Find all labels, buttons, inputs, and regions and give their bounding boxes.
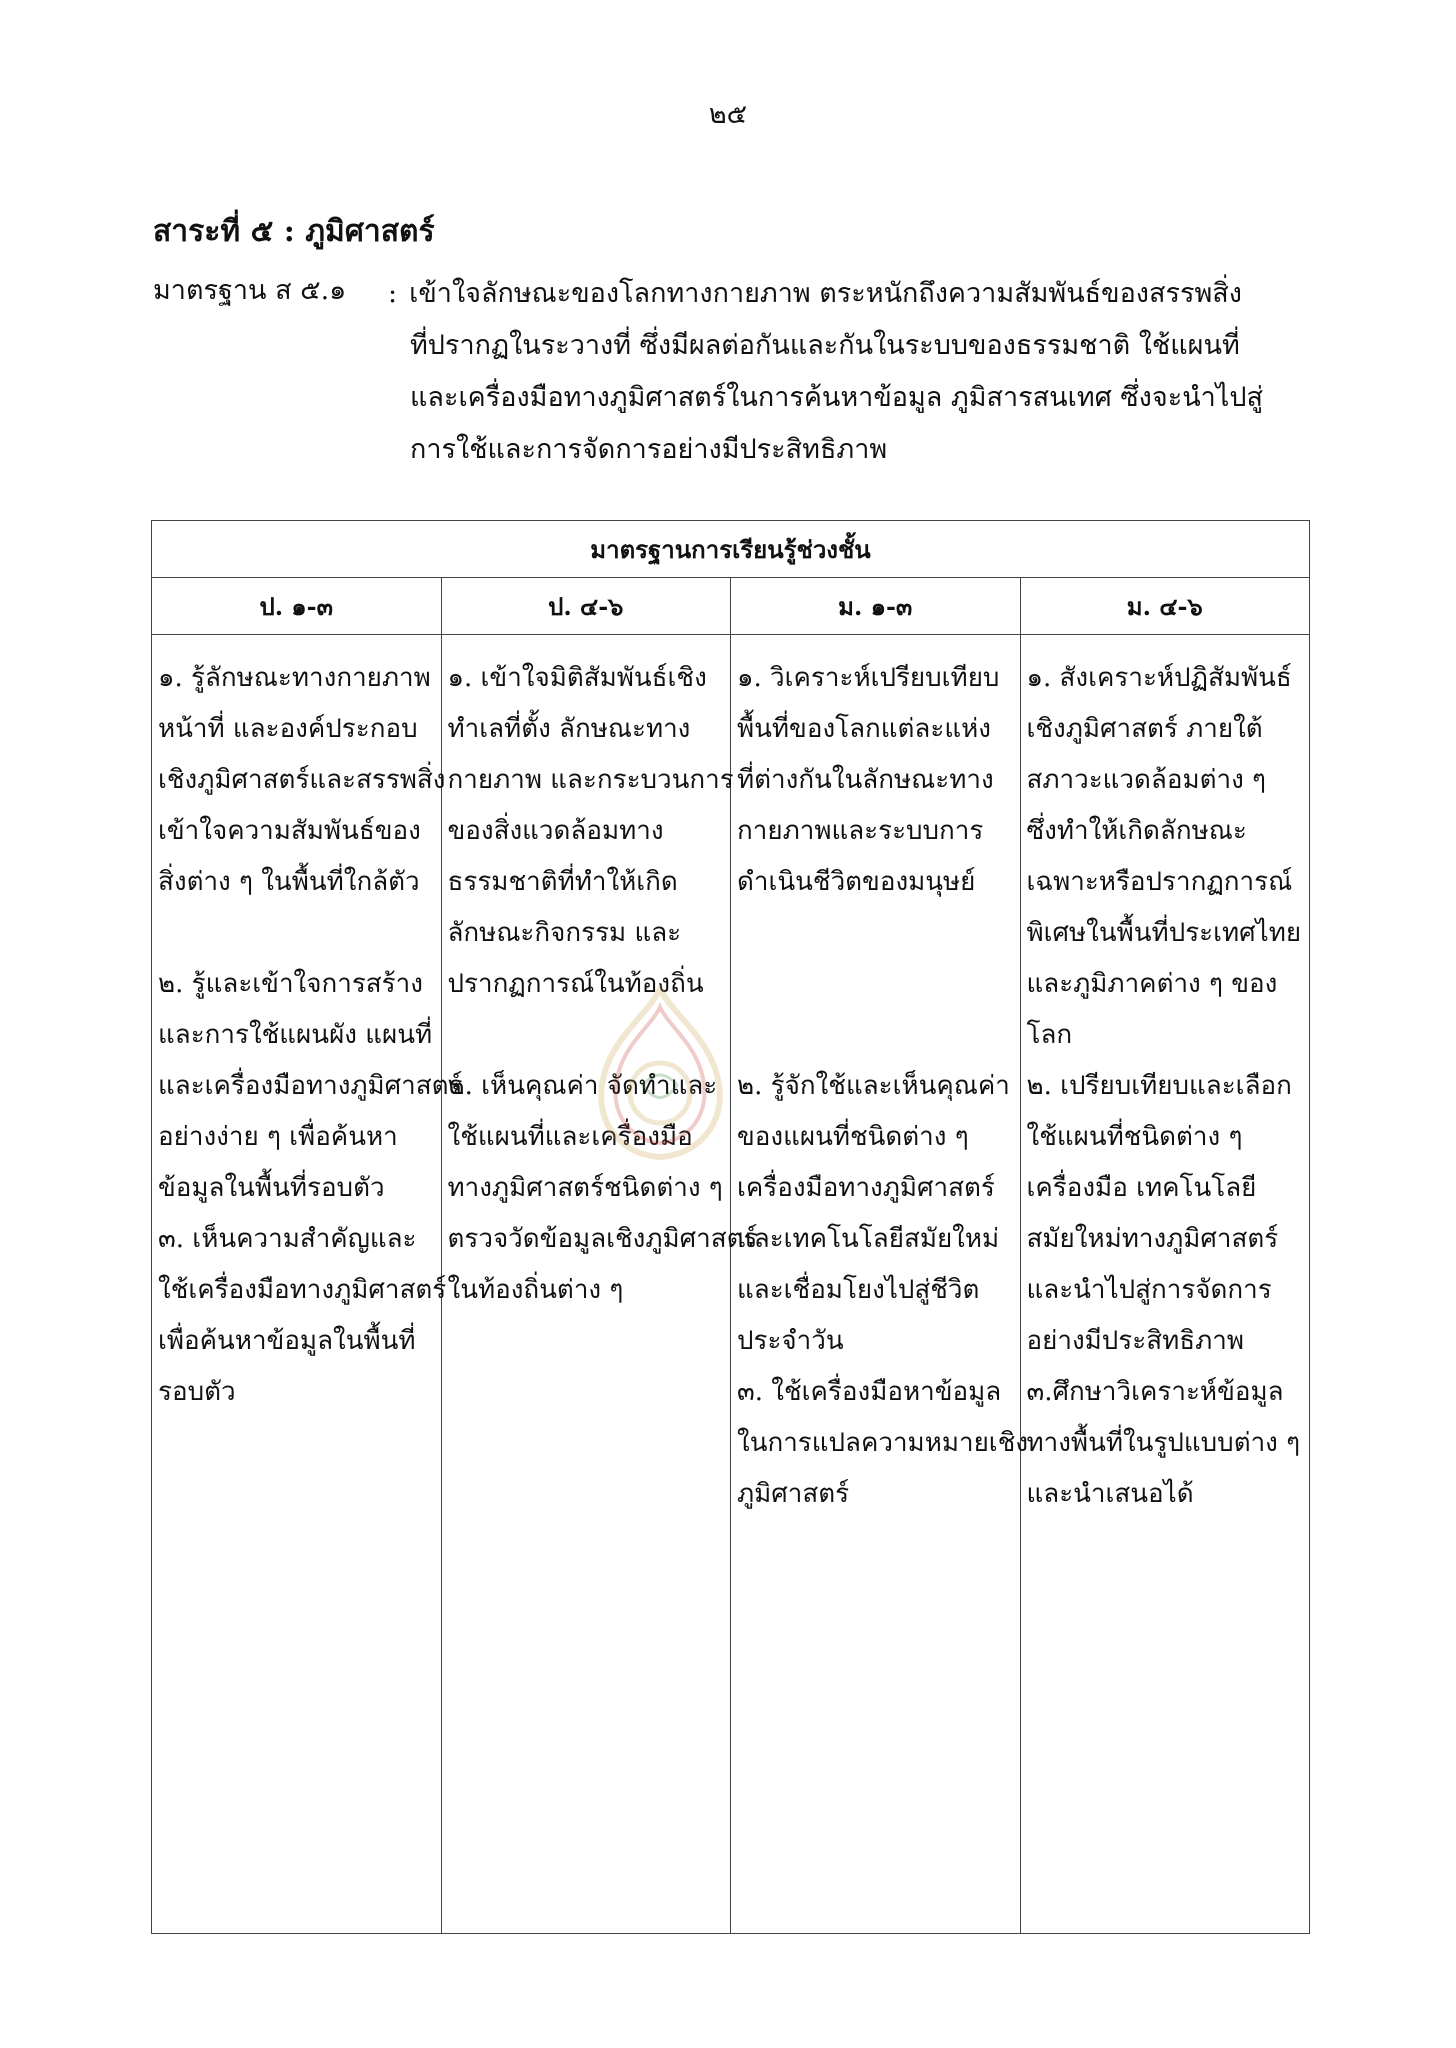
cell-line: ๒. รู้และเข้าใจการสร้าง	[158, 969, 423, 999]
cell-line: สิ่งต่าง ๆ ในพื้นที่ใกล้ตัว	[158, 867, 420, 897]
cell-line: ที่ต่างกันในลักษณะทาง	[737, 765, 994, 795]
strand-title: สาระที่ ๕ : ภูมิศาสตร์	[153, 214, 435, 249]
list-item	[1027, 653, 1304, 1061]
cell-line: ดำเนินชีวิตของมนุษย์	[737, 867, 976, 897]
cell-line: อย่างง่าย ๆ เพื่อค้นหา	[158, 1122, 398, 1152]
cell-line: ๑. วิเคราะห์เปรียบเทียบ	[737, 663, 1000, 693]
cell-line: และเครื่องมือทางภูมิศาสตร์	[158, 1071, 463, 1101]
cell-line: ใช้เครื่องมือทางภูมิศาสตร์	[158, 1275, 447, 1305]
standard-code: มาตรฐาน ส ๕.๑	[153, 275, 347, 306]
standard-description	[388, 268, 1318, 476]
standard-line: : เข้าใจลักษณะของโลกทางกายภาพ ตระหนักถึงความสัมพันธ์ของสรรพสิ่ง	[388, 278, 1242, 309]
table-header: มาตรฐานการเรียนรู้ช่วงชั้น	[152, 521, 1310, 578]
list-item	[737, 1061, 1014, 1367]
list-item	[447, 653, 734, 1010]
cell-line: ปรากฏการณ์ในท้องถิ่น	[447, 969, 704, 999]
column-header-p4-6: ป. ๔-๖	[441, 578, 731, 635]
page-number: ๒๕	[708, 99, 748, 130]
cell-line: และเทคโนโลยีสมัยใหม่	[737, 1224, 1000, 1254]
column-header-p1-3: ป. ๑-๓	[152, 578, 442, 635]
cell-line: อย่างมีประสิทธิภาพ	[1026, 1326, 1244, 1356]
standards-table	[151, 520, 1310, 1934]
cell-line: ทำเลที่ตั้ง ลักษณะทาง	[447, 714, 691, 744]
cell-line: และการใช้แผนผัง แผนที่	[158, 1020, 433, 1050]
list-item	[737, 653, 1014, 908]
cell-line: ประจำวัน	[737, 1326, 844, 1356]
cell-line: ข้อมูลในพื้นที่รอบตัว	[158, 1173, 385, 1203]
cell-line: เฉพาะหรือปรากฏการณ์	[1026, 867, 1293, 897]
cell-p1-3	[152, 635, 463, 1934]
cell-line: สมัยใหม่ทางภูมิศาสตร์	[1026, 1224, 1279, 1254]
column-header-m1-3: ม. ๑-๓	[731, 578, 1021, 635]
cell-line: เพื่อค้นหาข้อมูลในพื้นที่	[158, 1326, 416, 1356]
cell-line: ธรรมชาติที่ทำให้เกิด	[447, 867, 678, 897]
cell-line: ในการแปลความหมายเชิง	[737, 1428, 1029, 1458]
cell-m1-3	[731, 635, 1029, 1934]
cell-line: เชิงภูมิศาสตร์และสรรพสิ่ง	[158, 765, 446, 795]
cell-line: และนำเสนอได้	[1026, 1479, 1194, 1509]
cell-line: ๑. เข้าใจมิติสัมพันธ์เชิง	[447, 663, 707, 693]
cell-line: ๒. รู้จักใช้และเห็นคุณค่า	[737, 1071, 1010, 1101]
standard-line: การใช้และการจัดการอย่างมีประสิทธิภาพ	[410, 434, 888, 465]
cell-line: ภูมิศาสตร์	[737, 1479, 850, 1509]
list-item	[1027, 1061, 1304, 1367]
cell-line: หน้าที่ และองค์ประกอบ	[158, 714, 418, 744]
cell-line: เข้าใจความสัมพันธ์ของ	[158, 816, 421, 846]
cell-line: ซึ่งทำให้เกิดลักษณะ	[1026, 816, 1247, 846]
cell-line: ลักษณะกิจกรรม และ	[447, 918, 682, 948]
cell-line: ตรวจวัดข้อมูลเชิงภูมิศาสตร์	[447, 1224, 758, 1254]
cell-line: และภูมิภาคต่าง ๆ ของ	[1026, 969, 1278, 999]
cell-line: พื้นที่ของโลกแต่ละแห่ง	[737, 714, 991, 744]
cell-line: ในท้องถิ่นต่าง ๆ	[447, 1275, 624, 1305]
cell-line: ทางภูมิศาสตร์ชนิดต่าง ๆ	[447, 1173, 723, 1203]
standard-line: ที่ปรากฏในระวางที่ ซึ่งมีผลต่อกันและกันในระบบของธรรมชาติ ใช้แผนที่	[410, 330, 1240, 361]
list-item	[158, 1214, 447, 1418]
list-item	[158, 959, 463, 1214]
cell-line: ใช้แผนที่และเครื่องมือ	[447, 1122, 693, 1152]
cell-line: และนำไปสู่การจัดการ	[1026, 1275, 1272, 1305]
standard-block	[153, 268, 1318, 488]
standard-colon: :	[388, 278, 398, 309]
cell-line: เครื่องมือทางภูมิศาสตร์	[737, 1173, 995, 1203]
ministry-emblem-watermark-icon	[588, 985, 733, 1160]
cell-line: ๓.ศึกษาวิเคราะห์ข้อมูล	[1026, 1377, 1284, 1407]
list-item	[737, 1367, 1029, 1520]
cell-line: ๓. เห็นความสำคัญและ	[158, 1224, 417, 1254]
cell-line: เครื่องมือ เทคโนโลยี	[1026, 1173, 1257, 1203]
cell-line: ๒. เปรียบเทียบและเลือก	[1026, 1071, 1292, 1101]
cell-line: ทางพื้นที่ในรูปแบบต่าง ๆ	[1026, 1428, 1301, 1458]
cell-line: กายภาพ และกระบวนการ	[447, 765, 734, 795]
list-item	[1027, 1367, 1304, 1520]
cell-m4-6	[1020, 635, 1310, 1934]
cell-line: ของสิ่งแวดล้อมทาง	[447, 816, 664, 846]
cell-line: และเชื่อมโยงไปสู่ชีวิต	[737, 1275, 980, 1305]
cell-line: ใช้แผนที่ชนิดต่าง ๆ	[1026, 1122, 1243, 1152]
cell-line: สภาวะแวดล้อมต่าง ๆ	[1026, 765, 1267, 795]
cell-line: โลก	[1026, 1020, 1073, 1050]
list-item	[158, 653, 446, 908]
cell-line: ๑. รู้ลักษณะทางกายภาพ	[158, 663, 431, 693]
cell-line: ๒. เห็นคุณค่า จัดทำและ	[447, 1071, 718, 1101]
cell-line: พิเศษในพื้นที่ประเทศไทย	[1026, 918, 1302, 948]
cell-line: เชิงภูมิศาสตร์ ภายใต้	[1026, 714, 1263, 744]
cell-line: กายภาพและระบบการ	[737, 816, 984, 846]
column-header-m4-6: ม. ๔-๖	[1020, 578, 1310, 635]
cell-p4-6	[441, 635, 758, 1934]
cell-line: ของแผนที่ชนิดต่าง ๆ	[737, 1122, 969, 1152]
cell-line: รอบตัว	[158, 1377, 236, 1407]
cell-line: ๑. สังเคราะห์ปฏิสัมพันธ์	[1026, 663, 1292, 693]
standard-line: และเครื่องมือทางภูมิศาสตร์ในการค้นหาข้อมูล ภูมิสารสนเทศ ซึ่งจะนำไปสู่	[410, 382, 1264, 413]
cell-line: ๓. ใช้เครื่องมือหาข้อมูล	[737, 1377, 1002, 1407]
